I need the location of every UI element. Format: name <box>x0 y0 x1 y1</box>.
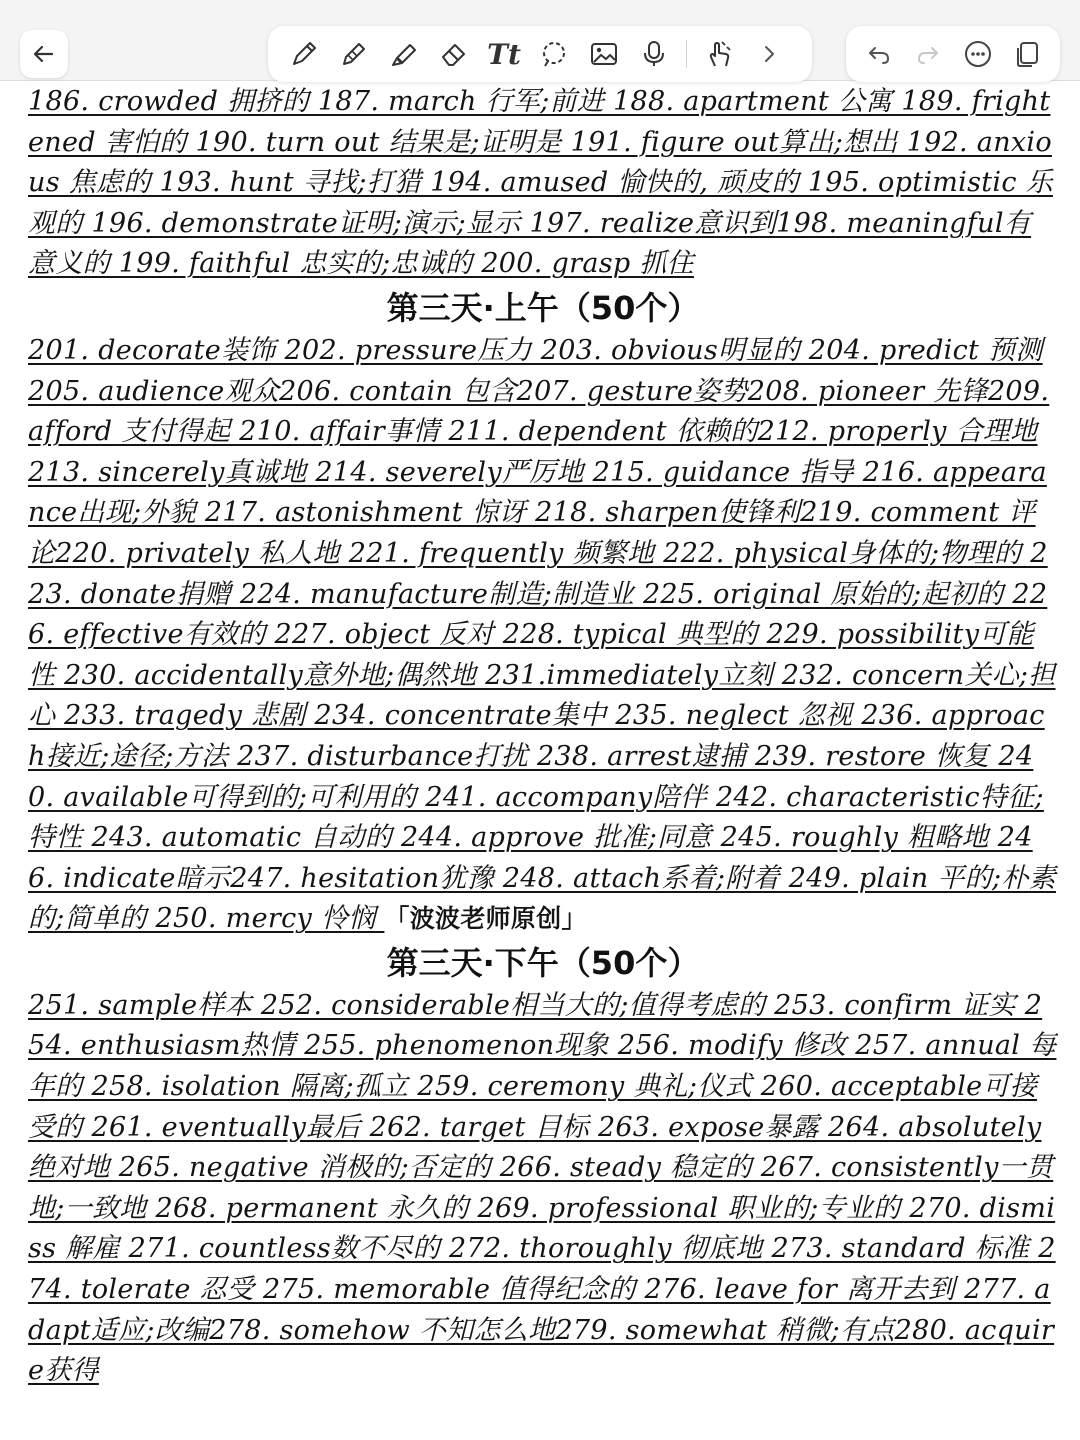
vocab-text-201-250: 201. decorate装饰 202. pressure压力 203. obvious明显的 204. predict 预测205. audience观众206. contain 包含207. gesture姿势208. pioneer 先锋209. afford 支付得起 210. affair事情 211. dependent 依赖的212. properly 合理地 213. sincerely真诚地 214. severely严厉地 215. guidance 指导 216. appearance出现;外貌 217. astonishment 惊讶 218. sharpen使锋利219. comment 评论220. privately 私人地 221. frequently 频繁地 222. physical身体的;物理的 223. donate捐赠 224. manufacture制造;制造业 225. original 原始的;起初的 226. effective有效的 227. object 反对 228. typical 典型的 229. possibility可能性 230. accidentally意外地;偶然地 231.immediately立刻 232. concern关心;担心 233. tragedy 悲剧 234. concentrate集中 235. neglect 忽视 236. approach接近;途径;方法 237. disturbance打扰 238. arrest逮捕 239. restore 恢复 240. available可得到的;可利用的 241. accompany陪伴 242. characteristic特征;特性 243. automatic 自动的 244. approve 批准;同意 245. roughly 粗略地 246. indicate暗示247. hesitation犹豫 248. attach系着;附着 249. plain 平的;朴素的;简单的 250. mercy 怜悯 <box>28 334 1056 935</box>
history-tools <box>846 26 1060 82</box>
vocab-paragraph-251-280: 251. sample样本 252. considerable相当大的;值得考虑的 253. confirm 证实 254. enthusiasm热情 255. phenomenon现象 256. modify 修改 257. annual 每年的 258. isolation 隔离;孤立 259. ceremony 典礼;仪式 260. acceptable可接受的 261. eventually最后 262. target 目标 263. expose暴露 264. absolutely绝对地 265. negative 消极的;否定的 266. steady 稳定的 267. consistently一贯地;一致地 268. permanent 永久的 269. professional 职业的;专业的 270. dismiss 解雇 271. countless数不尽的 272. thoroughly 彻底地 273. standard 标准 274. tolerate 忍受 275. memorable 值得纪念的 276. leave for 离开去到 277. adapt适应;改编278. somehow 不知怎么地279. somewhat 稍微;有点280. acquire获得 <box>28 989 1057 1387</box>
more-options-button[interactable] <box>956 32 1000 76</box>
back-arrow-icon <box>31 41 57 67</box>
section-heading-day3-morning: 第三天·上午（50个） <box>386 288 700 327</box>
redo-button[interactable] <box>906 32 950 76</box>
pencil-tool-button[interactable] <box>332 32 376 76</box>
redo-icon <box>914 40 942 68</box>
author-tag: 「波波老师原创」 <box>384 904 587 934</box>
lasso-icon <box>538 38 570 70</box>
toolbar-divider <box>686 40 687 68</box>
undo-icon <box>865 40 893 68</box>
microphone-tool-button[interactable] <box>632 32 676 76</box>
lasso-tool-button[interactable] <box>532 32 576 76</box>
pen-tool-button[interactable] <box>282 32 326 76</box>
more-tools-button[interactable] <box>747 32 791 76</box>
microphone-icon <box>638 38 670 70</box>
image-tool-button[interactable] <box>582 32 626 76</box>
toolbar <box>0 0 1080 81</box>
highlighter-tool-button[interactable] <box>382 32 426 76</box>
chevron-right-icon <box>757 42 781 66</box>
drawing-tools <box>268 26 812 82</box>
text-tool-button[interactable] <box>482 32 526 76</box>
more-icon <box>963 39 993 69</box>
touch-gesture-button[interactable] <box>697 32 741 76</box>
vocab-paragraph-186-200: 186. crowded 拥挤的 187. march 行军;前进 188. apartment 公寓 189. frightened 害怕的 190. turn out 结果是;证明是 191. figure out算出;想出 192. anxious 焦虑的 193. hunt 寻找;打猎 194. amused 愉快的, 顽皮的 195. optimistic 乐观的 196. demonstrate证明;演示;显示 197. realize意识到198. meaningful有意义的 199. faithful 忠实的;忠诚的 200. grasp 抓住 <box>28 86 1053 280</box>
undo-button[interactable] <box>857 32 901 76</box>
pen-icon <box>288 38 320 70</box>
eraser-tool-button[interactable] <box>432 32 476 76</box>
back-button[interactable] <box>20 30 68 78</box>
text-tool-icon: Tt <box>487 37 521 71</box>
image-icon <box>588 38 620 70</box>
pencil-icon <box>338 38 370 70</box>
pages-button[interactable] <box>1005 32 1049 76</box>
note-canvas[interactable] <box>28 82 1058 1440</box>
eraser-icon <box>438 38 470 70</box>
section-heading-day3-afternoon: 第三天·下午（50个） <box>386 943 700 982</box>
pages-icon <box>1012 39 1042 69</box>
touch-gesture-icon <box>703 38 735 70</box>
vocab-paragraph-201-250 <box>28 331 1058 940</box>
highlighter-icon <box>388 38 420 70</box>
